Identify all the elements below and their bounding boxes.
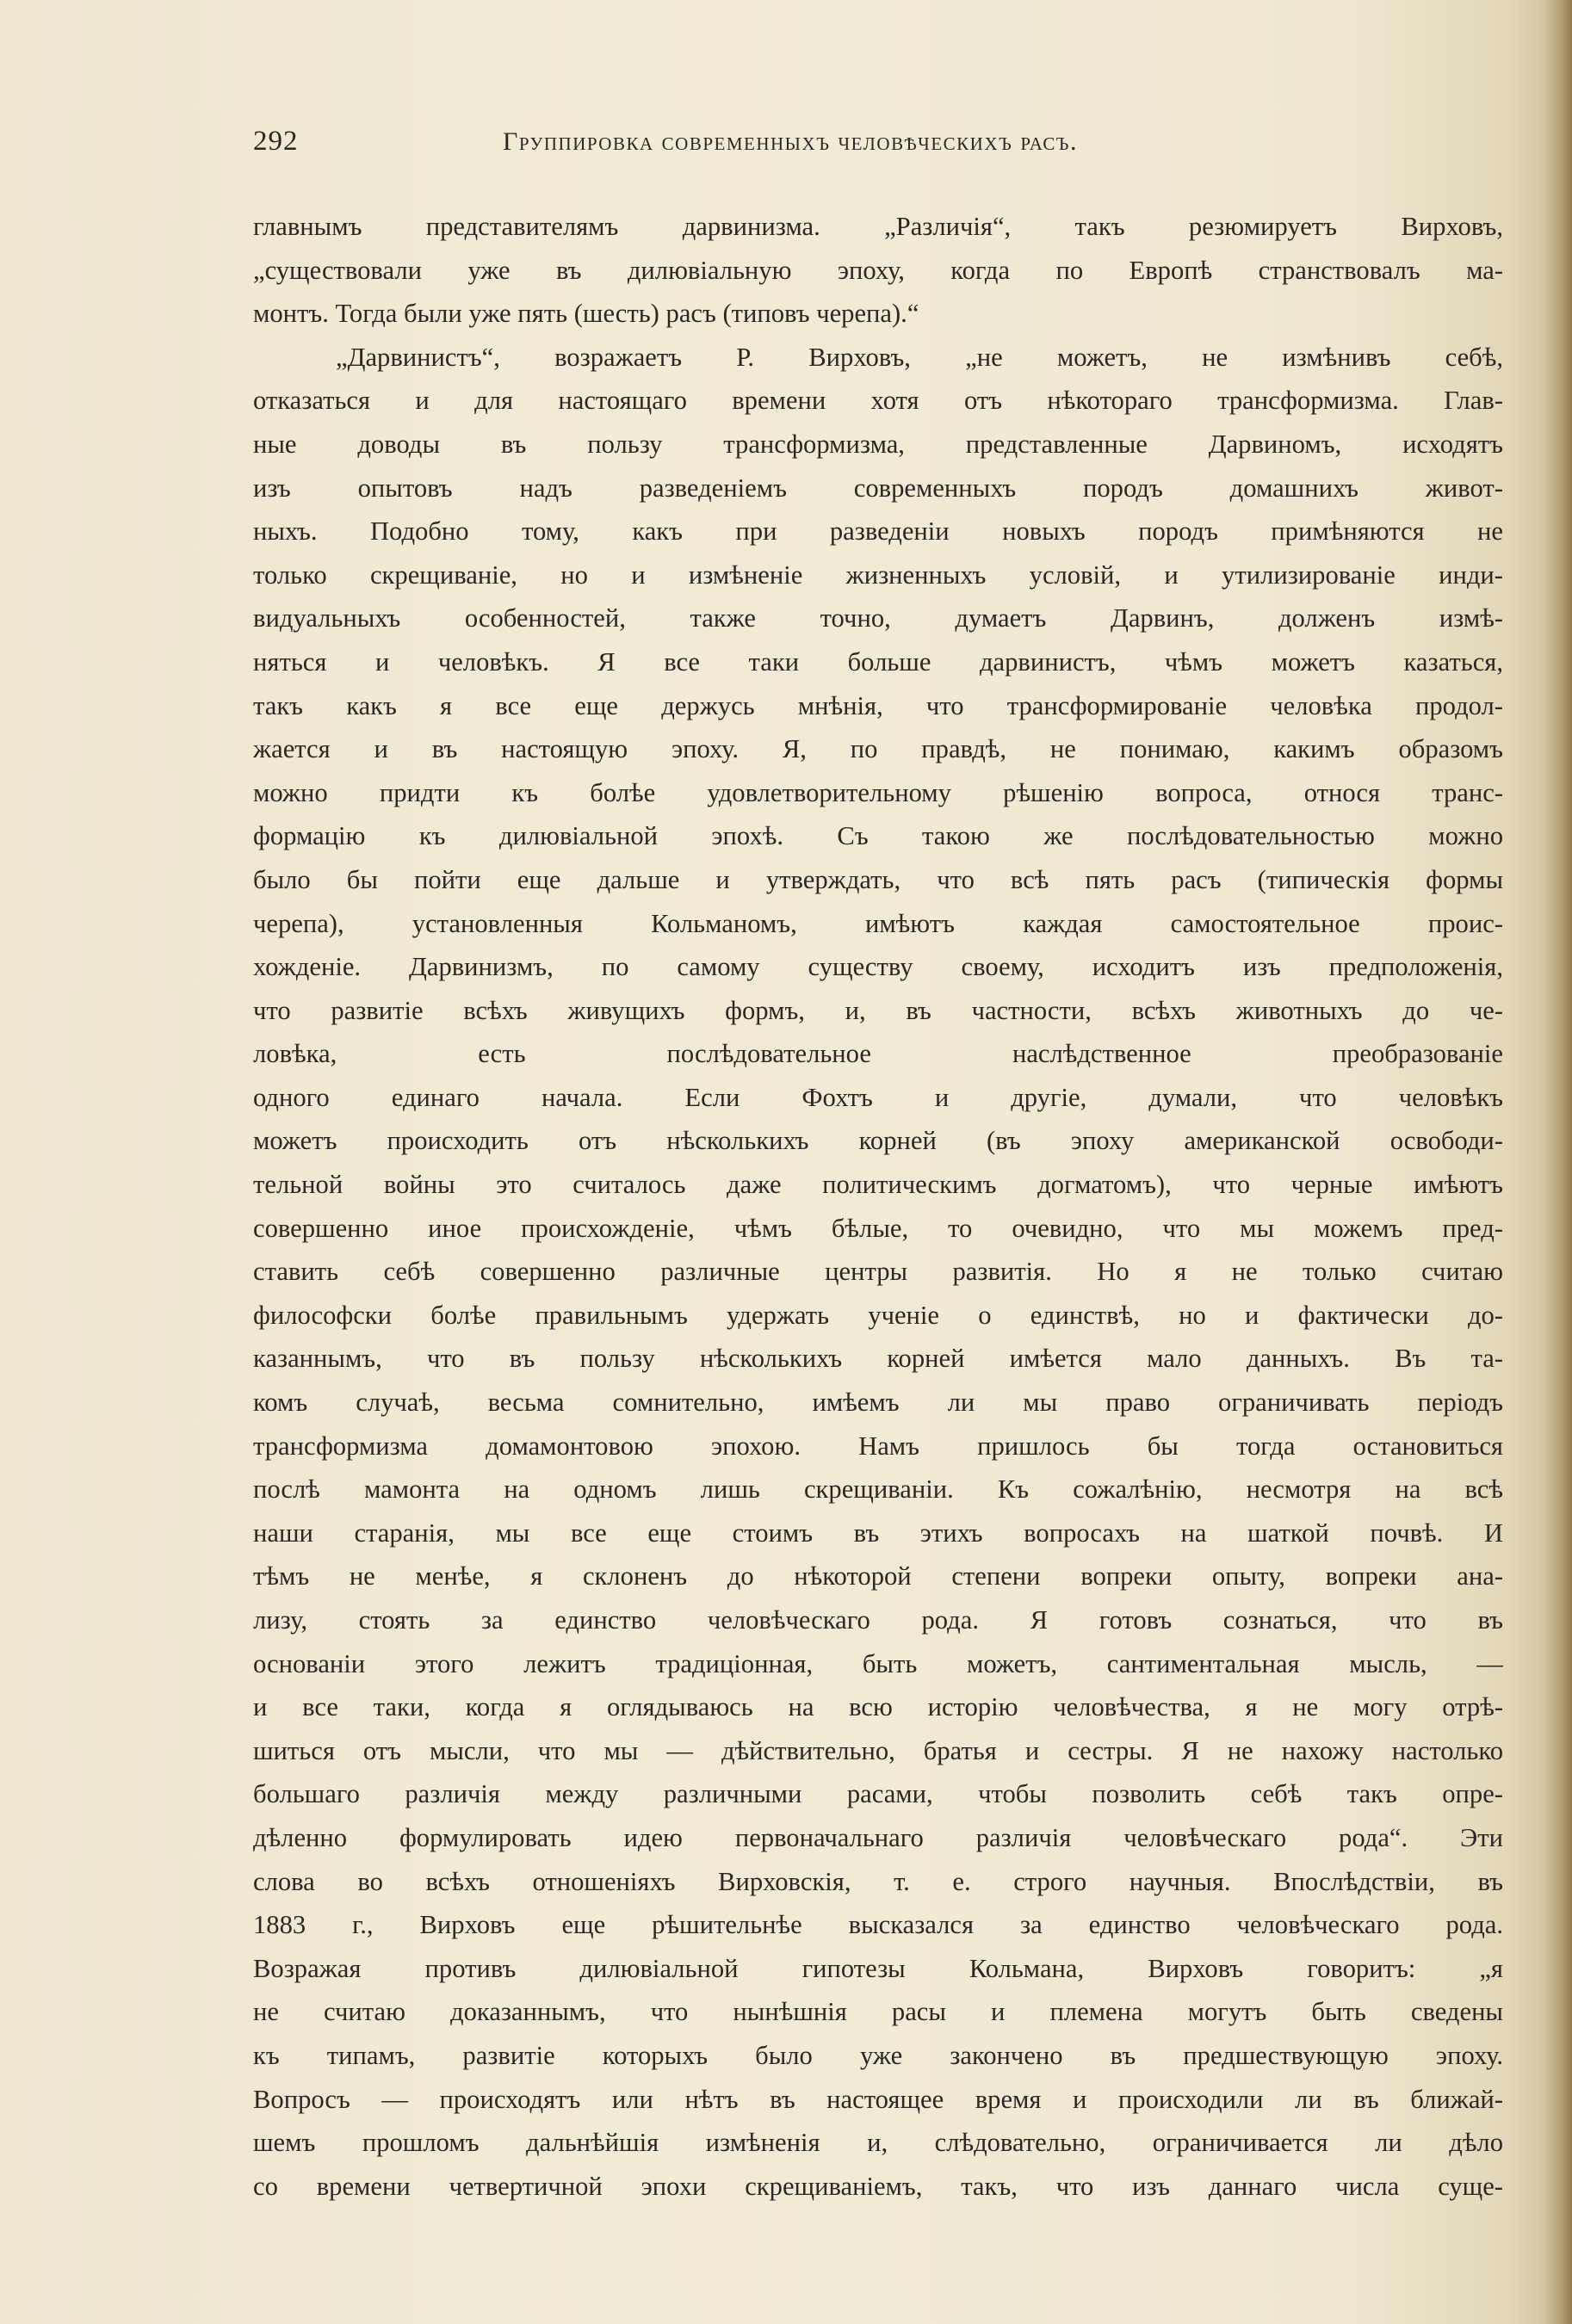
- text-line: монтъ. Тогда были уже пять (шесть) расъ (типовъ черепа).“: [253, 299, 919, 329]
- text-line: шемъ прошломъ дальнѣйшія измѣненія и, слѣдовательно, ограничивается ли дѣло: [253, 2128, 1503, 2158]
- text-line: одного единаго начала. Если Фохтъ и другіе, думали, что человѣкъ: [253, 1082, 1503, 1112]
- text-line: такъ какъ я все еще держусь мнѣнія, что трансформированіе человѣка продол-: [253, 690, 1503, 720]
- body-text: [253, 205, 1503, 2208]
- text-line: ловѣка, есть послѣдовательное наслѣдственное преобразованіе: [253, 1039, 1503, 1069]
- text-line: шиться отъ мысли, что мы — дѣйствительно, братья и сестры. Я не нахожу настолько: [253, 1735, 1503, 1765]
- text-line: хожденіе. Дарвинизмъ, по самому существу своему, исходитъ изъ предположенія,: [253, 952, 1503, 982]
- text-line: ные доводы въ пользу трансформизма, представленные Дарвиномъ, исходятъ: [253, 429, 1503, 459]
- text-line: няться и человѣкъ. Я все таки больше дарвинистъ, чѣмъ можетъ казаться,: [253, 646, 1503, 677]
- text-line: отказаться и для настоящаго времени хотя отъ нѣкотораго трансформизма. Глав-: [253, 386, 1503, 416]
- text-line: комъ случаѣ, весьма сомнительно, имѣемъ ли мы право ограничивать періодъ: [253, 1388, 1503, 1418]
- text-line: тельной войны это считалось даже политическимъ догматомъ), что черные имѣютъ: [253, 1170, 1503, 1200]
- text-line: большаго различія между различными расами, чтобы позволить себѣ такъ опре-: [253, 1779, 1503, 1809]
- text-line: ставить себѣ совершенно различные центры развитія. Но я не только считаю: [253, 1257, 1503, 1287]
- text-line: можетъ происходить отъ нѣсколькихъ корней (въ эпоху американской освободи-: [253, 1126, 1503, 1156]
- text-line: лизу, стоять за единство человѣческаго рода. Я готовъ сознаться, что въ: [253, 1605, 1503, 1635]
- text-line: тѣмъ не менѣе, я склоненъ до нѣкоторой степени вопреки опыту, вопреки ана-: [253, 1561, 1503, 1592]
- text-line: главнымъ представителямъ дарвинизма. „Различія“, такъ резюмируетъ Вирховъ,: [253, 212, 1503, 241]
- text-line: черепа), установленныя Кольманомъ, имѣютъ каждая самостоятельное проис-: [253, 908, 1503, 938]
- text-line: не считаю доказаннымъ, что нынѣшнія расы и племена могутъ быть сведены: [253, 1997, 1503, 2027]
- page-number: 292: [253, 126, 299, 157]
- text-line: что развитіе всѣхъ живущихъ формъ, и, въ частности, всѣхъ животныхъ до че-: [253, 995, 1503, 1025]
- text-line: трансформизма домамонтовою эпохою. Намъ пришлось бы тогда остановиться: [253, 1431, 1503, 1461]
- text-line: можно придти къ болѣе удовлетворительному рѣшенію вопроса, относя транс-: [253, 777, 1503, 807]
- text-line: Вопросъ — происходятъ или нѣтъ въ настоящее время и происходили ли въ ближай-: [253, 2084, 1503, 2114]
- text-line: „существовали уже въ дилювіальную эпоху, когда по Европѣ странствовалъ ма-: [253, 255, 1503, 285]
- text-line: слова во всѣхъ отношеніяхъ Вирховскія, т. е. строго научныя. Впослѣдствіи, въ: [253, 1866, 1503, 1896]
- text-line: и все таки, когда я оглядываюсь на всю исторію человѣчества, я не могу отрѣ-: [253, 1692, 1503, 1722]
- text-line: изъ опытовъ надъ разведеніемъ современныхъ породъ домашнихъ живот-: [253, 473, 1503, 503]
- text-line: послѣ мамонта на одномъ лишь скрещиваніи. Къ сожалѣнію, несмотря на всѣ: [253, 1474, 1503, 1505]
- text-line: „Дарвинистъ“, возражаетъ Р. Вирховъ, „не можетъ, не измѣнивъ себѣ,: [336, 342, 1503, 372]
- text-line: ныхъ. Подобно тому, какъ при разведеніи новыхъ породъ примѣняются не: [253, 516, 1503, 547]
- text-line: основаніи этого лежитъ традиціонная, быть можетъ, сантиментальная мысль, —: [253, 1648, 1503, 1678]
- text-line: жается и въ настоящую эпоху. Я, по правдѣ, не понимаю, какимъ образомъ: [253, 734, 1503, 764]
- text-line: дѣленно формулировать идею первоначальнаго различія человѣческаго рода“. Эти: [253, 1822, 1503, 1852]
- page-edge-shadow: [1543, 0, 1572, 2324]
- text-line: къ типамъ, развитіе которыхъ было уже закончено въ предшествующую эпоху.: [253, 2040, 1503, 2070]
- text-line: видуальныхъ особенностей, также точно, думаетъ Дарвинъ, долженъ измѣ-: [253, 603, 1503, 634]
- text-line: только скрещиваніе, но и измѣненіе жизненныхъ условій, и утилизированіе инди-: [253, 559, 1503, 590]
- text-line: формацію къ дилювіальной эпохѣ. Съ такою же послѣдовательностью можно: [253, 821, 1503, 851]
- text-line: было бы пойти еще дальше и утверждать, что всѣ пять расъ (типическія формы: [253, 864, 1503, 894]
- page-header: [253, 126, 1303, 169]
- text-line: 1883 г., Вирховъ еще рѣшительнѣе высказался за единство человѣческаго рода.: [253, 1910, 1503, 1940]
- text-line: философски болѣе правильнымъ удержать ученіе о единствѣ, но и фактически до-: [253, 1300, 1503, 1330]
- text-line: казаннымъ, что въ пользу нѣсколькихъ корней имѣется мало данныхъ. Въ та-: [253, 1344, 1503, 1374]
- text-line: со времени четвертичной эпохи скрещиваніемъ, такъ, что изъ даннаго числа суще-: [253, 2171, 1503, 2201]
- text-line: Возражая противъ дилювіальной гипотезы Кольмана, Вирховъ говоритъ: „я: [253, 1953, 1503, 1983]
- text-line: наши старанія, мы все еще стоимъ въ этихъ вопросахъ на шаткой почвѣ. И: [253, 1517, 1503, 1548]
- running-title: Группировка современныхъ человѣческихъ расъ.: [503, 127, 1078, 156]
- text-line: совершенно иное происхожденіе, чѣмъ бѣлые, то очевидно, что мы можемъ пред-: [253, 1213, 1503, 1243]
